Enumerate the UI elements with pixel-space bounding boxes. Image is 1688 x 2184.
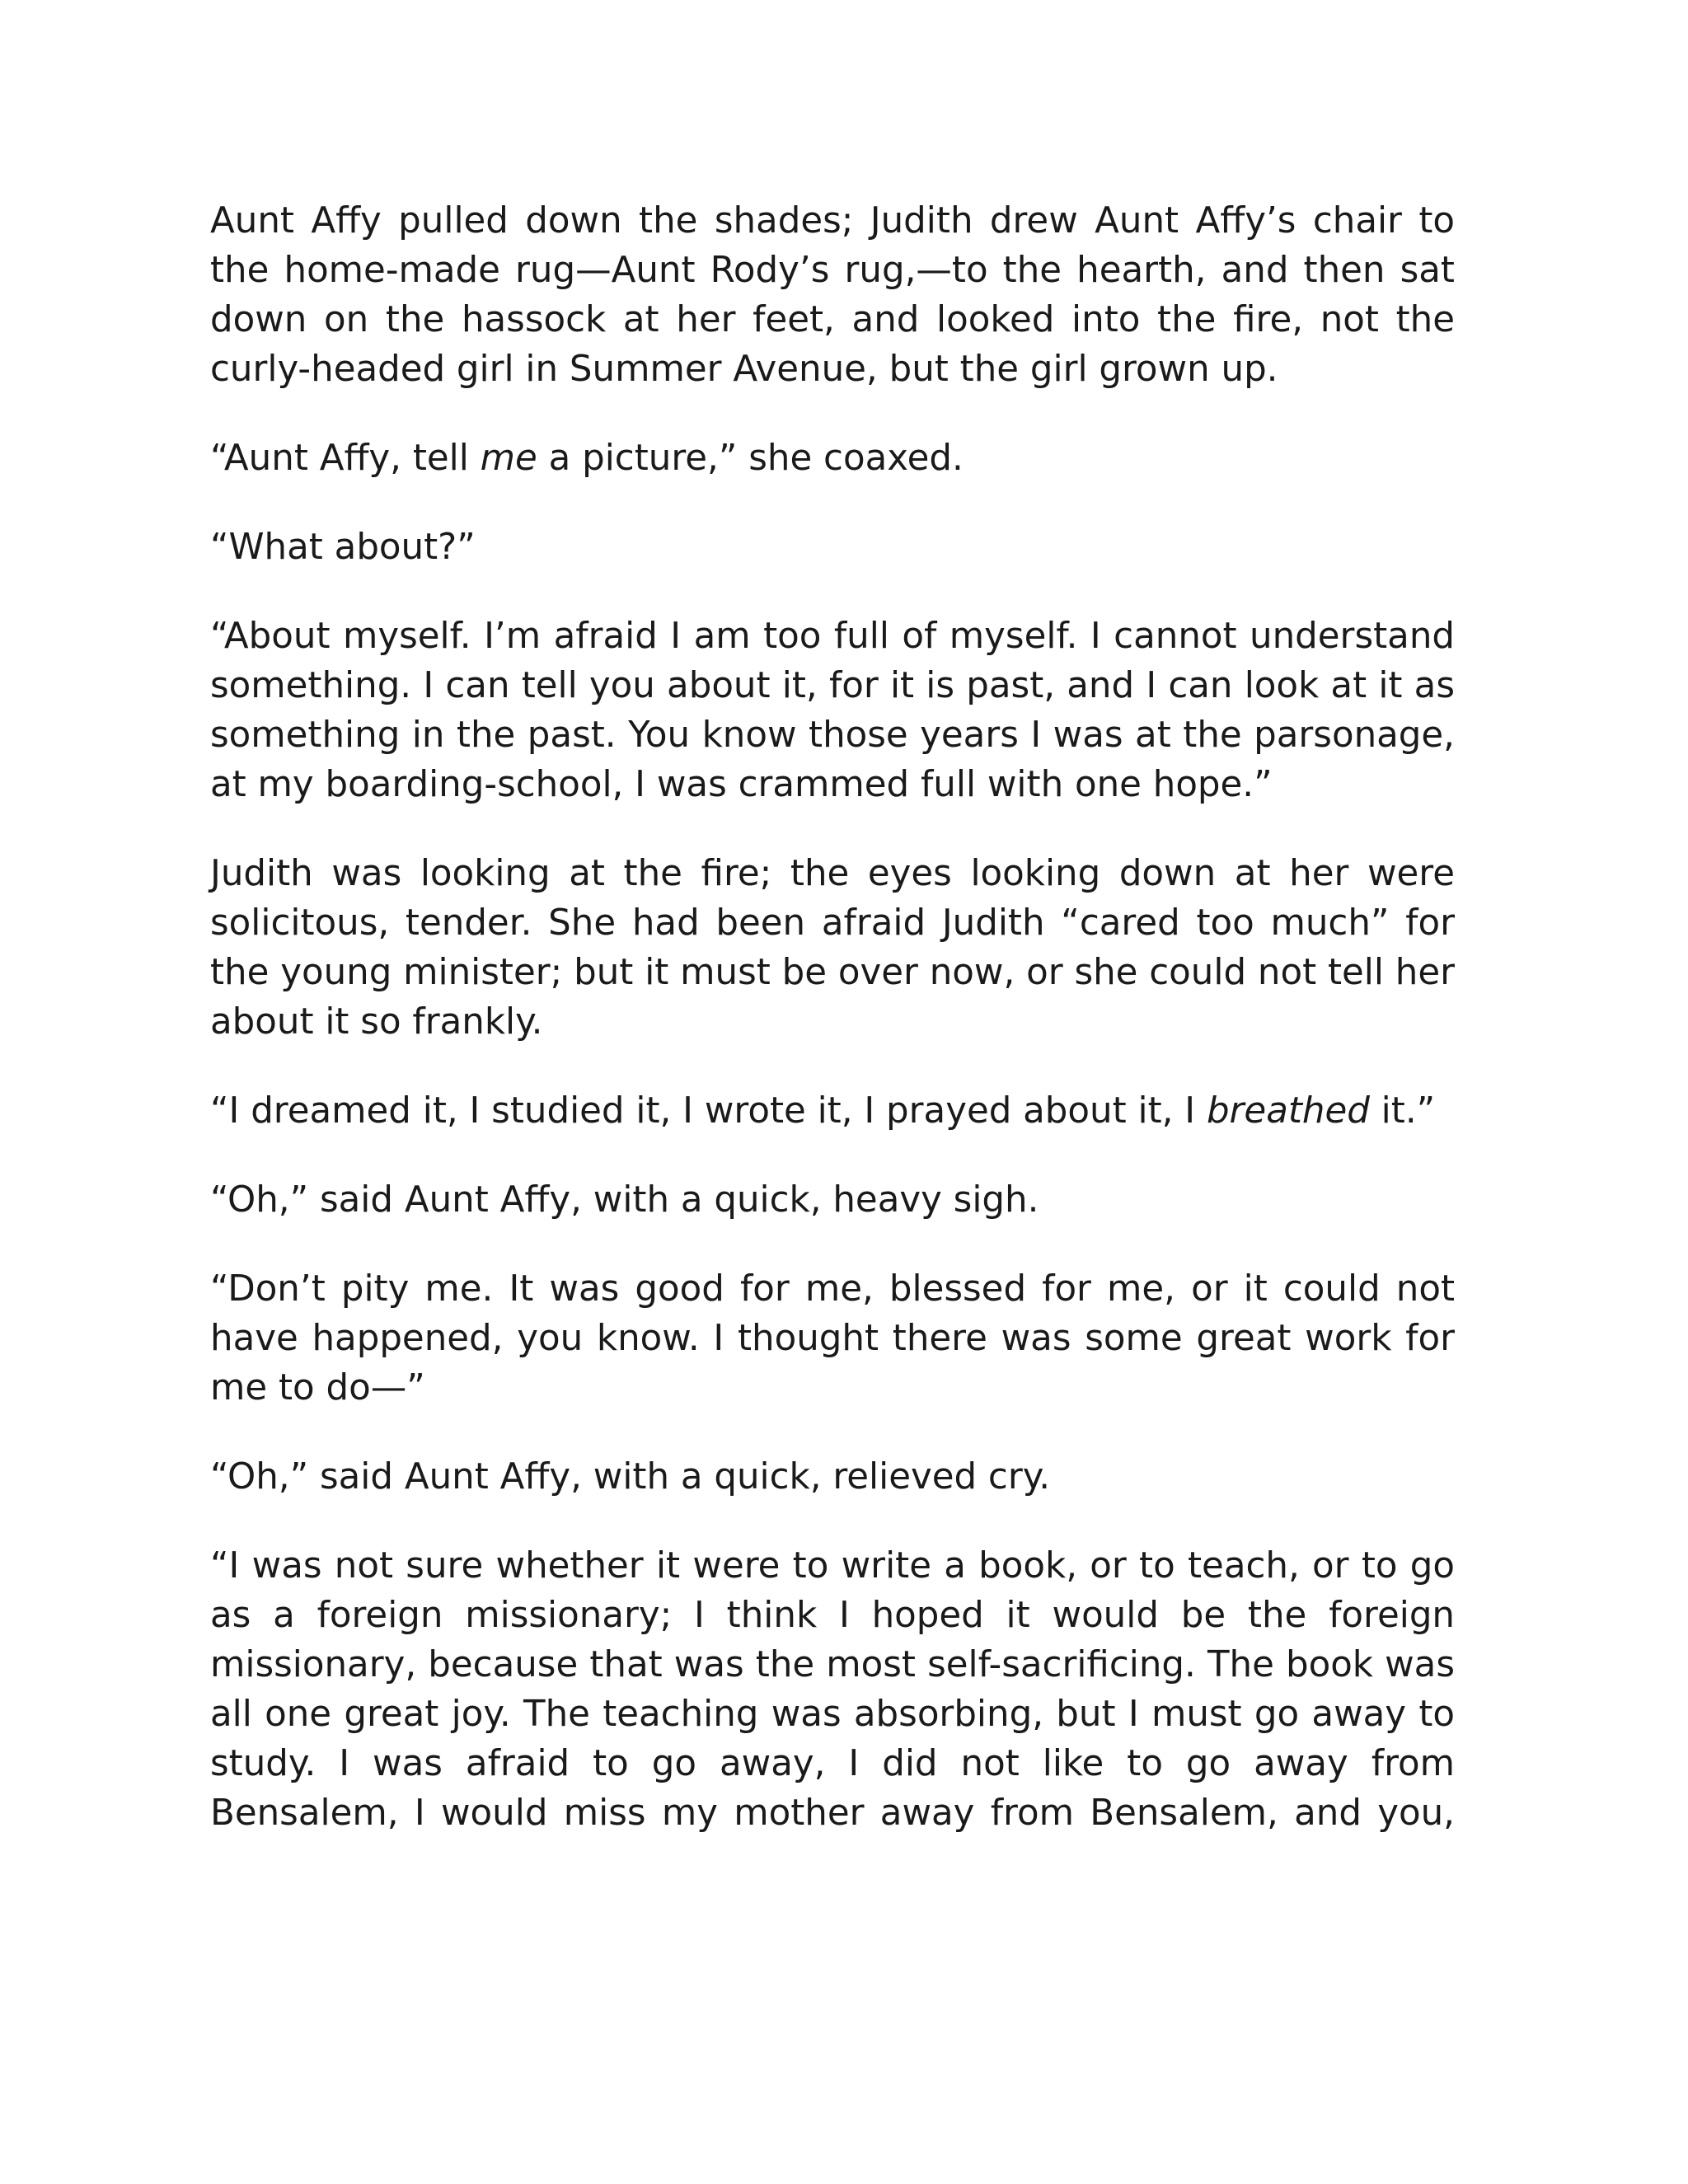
paragraph-6-italic: breathed (1206, 1090, 1370, 1132)
paragraph-1: Aunt Affy pulled down the shades; Judith drew Aunt Affy’s chair to the home-made rug—Aunt Rody’s rug,—to the hearth, and then sat down on the hassock at her feet, and looked into the fire, not the curly-headed girl in Summer Avenue, but the girl grown up. (210, 200, 1455, 390)
paragraph-9: “Oh,” said Aunt Affy, with a quick, relieved cry. (210, 1456, 1051, 1497)
paragraph-3: “What about?” (210, 527, 476, 568)
paragraph-2-after: a picture,” she coaxed. (537, 438, 964, 479)
paragraph-4: “About myself. I’m afraid I am too full of myself. I cannot understand something. I can tell you about it, for it is past, and I can look at it as something in the past. You know those years I was at the parsonage, at my boarding-school, I was crammed full with one hope.” (210, 616, 1455, 805)
paragraph-2-before: “Aunt Affy, tell (210, 438, 481, 479)
paragraph-6-after: it.” (1369, 1090, 1436, 1132)
paragraph-7: “Oh,” said Aunt Affy, with a quick, heavy sigh. (210, 1179, 1039, 1221)
paragraph-2-italic: me (480, 438, 537, 479)
page-body (210, 196, 1455, 1838)
paragraph-2 (210, 434, 1455, 483)
paragraph-5: Judith was looking at the fire; the eyes looking down at her were solicitous, tender. She had been afraid Judith “cared too much” for the young minister; but it must be over now, or she could not tell her about it so frankly. (210, 853, 1455, 1043)
paragraph-10: “I was not sure whether it were to write a book, or to teach, or to go as a foreign missionary; I think I hoped it would be the foreign missionary, because that was the most self-sacrificing. The book was all one great joy. The teaching was absorbing, but I must go away to study. I was afraid to go away, I did not like to go away from Bensalem, I would miss my mother away from Bensalem, and you, (210, 1545, 1455, 1834)
paragraph-6 (210, 1086, 1455, 1136)
paragraph-8: “Don’t pity me. It was good for me, blessed for me, or it could not have happened, you know. I thought there was some great work for me to do—” (210, 1268, 1455, 1408)
paragraph-6-before: “I dreamed it, I studied it, I wrote it, I prayed about it, I (210, 1090, 1207, 1132)
